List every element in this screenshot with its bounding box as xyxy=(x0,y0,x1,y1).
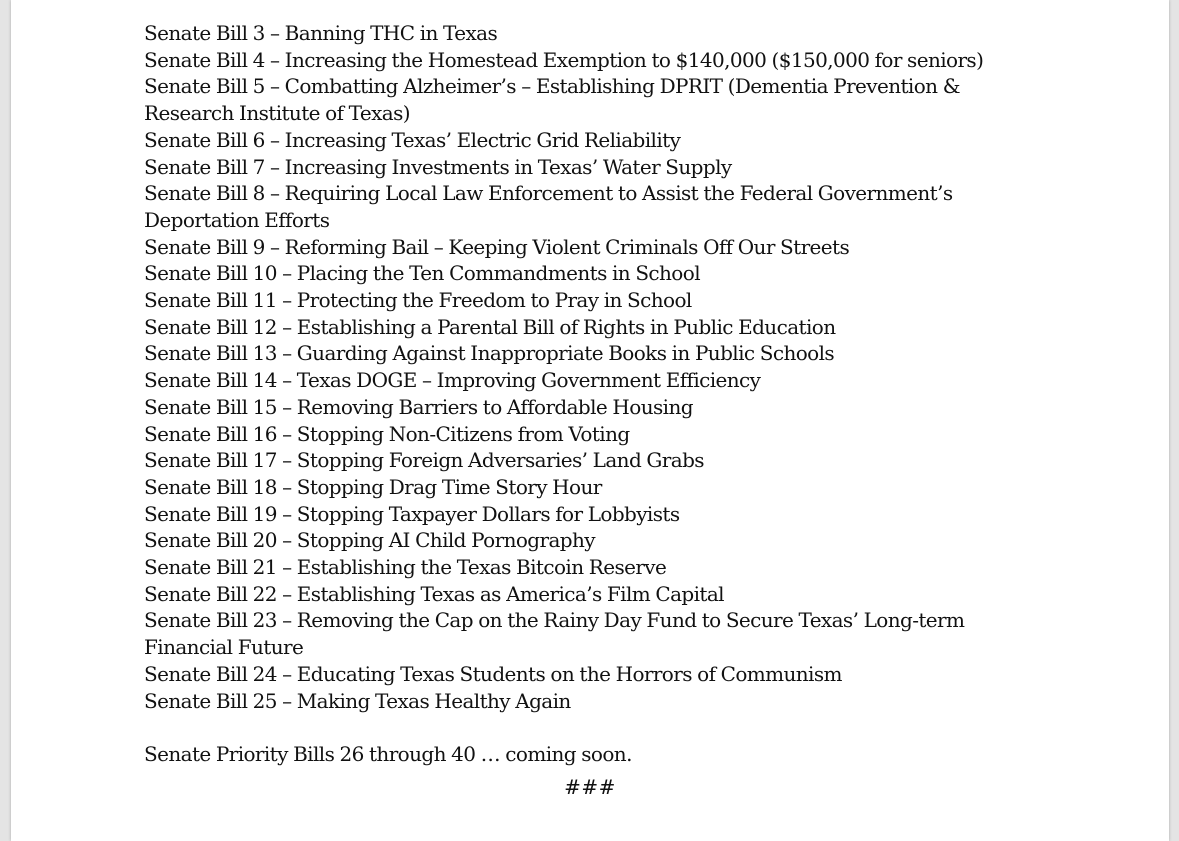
bill-line: Senate Bill 19 – Stopping Taxpayer Dollars for Lobbyists xyxy=(144,501,680,526)
bill-line: Senate Bill 7 – Increasing Investments in Texas’ Water Supply xyxy=(144,154,732,179)
bill-line: Senate Bill 10 – Placing the Ten Commandments in School xyxy=(144,261,700,286)
bill-line: Senate Bill 4 – Increasing the Homestead Exemption to $140,000 ($150,000 for seniors) xyxy=(144,47,984,72)
bill-list xyxy=(144,20,1044,768)
bill-line: Senate Bill 13 – Guarding Against Inappropriate Books in Public Schools xyxy=(144,341,835,366)
bill-line: Senate Bill 23 – Removing the Cap on the Rainy Day Fund to Secure Texas’ Long-term xyxy=(144,608,965,633)
bill-line: Senate Bill 3 – Banning THC in Texas xyxy=(144,21,498,45)
bill-line: Senate Bill 5 – Combatting Alzheimer’s – Establishing DPRIT (Dementia Prevention & xyxy=(144,74,960,99)
bill-line: Senate Bill 8 – Requiring Local Law Enforcement to Assist the Federal Government’s xyxy=(144,181,953,206)
bill-line: Senate Bill 11 – Protecting the Freedom to Pray in School xyxy=(144,288,692,313)
bill-line: Senate Bill 21 – Establishing the Texas Bitcoin Reserve xyxy=(144,555,667,580)
document-page xyxy=(11,0,1169,841)
bill-line: Senate Bill 9 – Reforming Bail – Keeping Violent Criminals Off Our Streets xyxy=(144,234,850,259)
paragraph-spacer xyxy=(144,714,1044,741)
bill-line: Financial Future xyxy=(144,635,304,660)
bill-line: Senate Bill 24 – Educating Texas Students on the Horrors of Communism xyxy=(144,661,842,686)
bill-line: Senate Bill 16 – Stopping Non-Citizens from Voting xyxy=(144,421,630,446)
bill-line: Senate Bill 17 – Stopping Foreign Adversaries’ Land Grabs xyxy=(144,448,704,473)
bill-line: Senate Bill 18 – Stopping Drag Time Story Hour xyxy=(144,474,602,499)
bill-line: Senate Bill 20 – Stopping AI Child Pornography xyxy=(144,528,595,553)
bill-line: Research Institute of Texas) xyxy=(144,101,410,126)
bill-line: Senate Bill 12 – Establishing a Parental Bill of Rights in Public Education xyxy=(144,314,836,339)
bill-line: Deportation Efforts xyxy=(144,207,330,232)
bill-line: Senate Bill 15 – Removing Barriers to Affordable Housing xyxy=(144,394,693,419)
bill-line: Senate Bill 14 – Texas DOGE – Improving Government Efficiency xyxy=(144,368,761,393)
closing-note: Senate Priority Bills 26 through 40 … coming soon. xyxy=(144,741,632,766)
bill-line: Senate Bill 22 – Establishing Texas as America’s Film Capital xyxy=(144,581,724,606)
bill-line: Senate Bill 25 – Making Texas Healthy Again xyxy=(144,688,571,713)
bill-line: Senate Bill 6 – Increasing Texas’ Electric Grid Reliability xyxy=(144,127,681,152)
end-mark: ### xyxy=(564,775,616,799)
